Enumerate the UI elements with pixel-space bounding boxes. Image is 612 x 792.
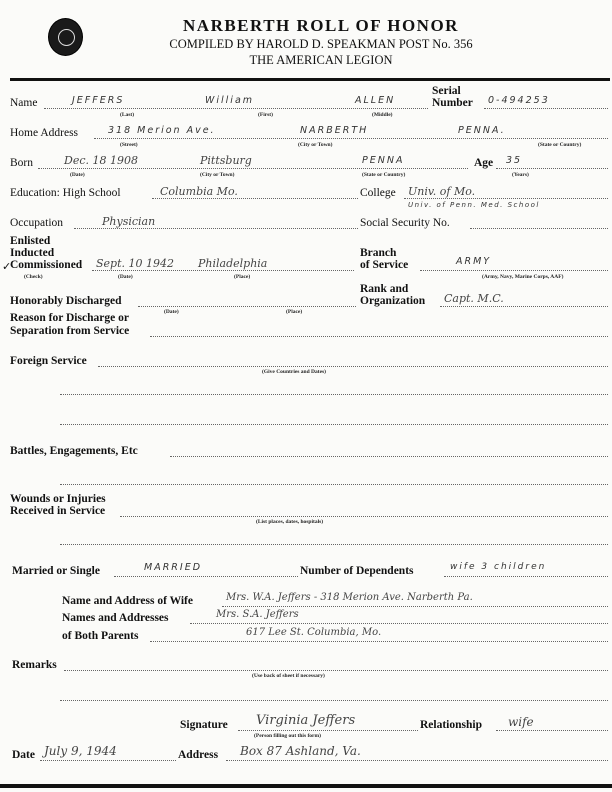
discharge-label: Honorably Discharged xyxy=(10,295,122,307)
birth-date-field[interactable]: Dec. 18 1908 xyxy=(64,154,138,167)
serial-line xyxy=(484,108,608,109)
discharge-place-caption: (Place) xyxy=(286,309,303,315)
last-name-field[interactable]: JEFFERS xyxy=(72,95,125,106)
parents-field-2[interactable]: 617 Lee St. Columbia, Mo. xyxy=(246,627,382,638)
battles-field[interactable] xyxy=(170,456,608,457)
occupation-field[interactable]: Physician xyxy=(102,215,156,228)
first-name-field[interactable]: William xyxy=(205,95,255,106)
reason-label: Reason for Discharge or xyxy=(10,312,129,324)
commissioned-option[interactable]: Commissioned xyxy=(10,259,83,271)
last-caption: (Last) xyxy=(120,112,135,118)
form-subtitle: COMPILED BY HAROLD D. SPEAKMAN POST No. 356 xyxy=(169,37,473,51)
signature-caption: (Person filling out this form) xyxy=(254,733,321,739)
header-divider xyxy=(10,78,610,81)
street-caption: (Street) xyxy=(120,142,138,148)
enlistment-place-field[interactable]: Philadelphia xyxy=(198,257,268,270)
wounds-label: Wounds or Injuries xyxy=(10,493,106,505)
address-label: Address xyxy=(178,749,219,761)
birth-date-caption: (Date) xyxy=(70,172,85,178)
date-field[interactable]: July 9, 1944 xyxy=(44,744,117,758)
wounds-field[interactable] xyxy=(120,516,608,517)
wife-field[interactable]: Mrs. W.A. Jeffers - 318 Merion Ave. Narberth Pa. xyxy=(226,592,473,603)
relationship-line xyxy=(496,730,608,731)
dependents-label: Number of Dependents xyxy=(300,565,414,577)
check-mark-icon: ✓ xyxy=(2,261,12,273)
discharge-field[interactable] xyxy=(138,306,356,307)
signature-label: Signature xyxy=(180,719,228,731)
ssn-label: Social Security No. xyxy=(360,217,450,229)
age-line xyxy=(496,168,608,169)
dependents-line xyxy=(444,576,608,577)
parents-field-1[interactable]: Mrs. S.A. Jeffers xyxy=(216,609,299,620)
occupation-label: Occupation xyxy=(10,217,64,229)
serial-number-field[interactable]: 0-494253 xyxy=(488,95,550,106)
enlistment-line xyxy=(92,270,354,271)
branch-of-service-label: of Service xyxy=(360,259,409,271)
relationship-label: Relationship xyxy=(420,719,482,731)
age-label: Age xyxy=(474,157,494,169)
parents-line-2 xyxy=(150,641,608,642)
birth-state-caption: (State or Country) xyxy=(362,172,406,178)
middle-name-field[interactable]: ALLEN xyxy=(355,95,396,106)
enlistment-date-caption: (Date) xyxy=(118,274,133,280)
college-extra-field[interactable]: Univ. of Penn. Med. School xyxy=(408,201,540,209)
foreign-service-caption: (Give Countries and Dates) xyxy=(262,369,327,375)
parents-line-1 xyxy=(190,623,608,624)
form-title: NARBERTH ROLL OF HONOR xyxy=(183,16,459,35)
dependents-field[interactable]: wife 3 children xyxy=(450,562,547,572)
rank-label: Rank and xyxy=(360,283,409,295)
college-line xyxy=(404,198,608,199)
born-line xyxy=(38,168,468,169)
branch-field[interactable]: ARMY xyxy=(456,256,492,267)
form-organization: THE AMERICAN LEGION xyxy=(249,53,393,67)
enlistment-place-caption: (Place) xyxy=(234,274,251,280)
home-address-label: Home Address xyxy=(10,127,79,139)
footer-divider xyxy=(0,784,612,788)
city-caption: (City or Town) xyxy=(298,142,333,148)
state-caption: (State or Country) xyxy=(538,142,582,148)
birth-city-caption: (City or Town) xyxy=(200,172,235,178)
branch-caption: (Army, Navy, Marine Corps, AAF) xyxy=(482,274,564,280)
remarks-caption: (Use back of sheet if necessary) xyxy=(252,673,325,679)
foreign-service-label: Foreign Service xyxy=(10,355,87,367)
reason-field[interactable] xyxy=(150,336,608,337)
rank-field[interactable]: Capt. M.C. xyxy=(444,292,504,305)
organization-label: Organization xyxy=(360,295,426,307)
marital-line xyxy=(114,576,298,577)
signature-line xyxy=(238,730,418,731)
serial-number-label: Number xyxy=(432,97,473,109)
home-city-field[interactable]: NARBERTH xyxy=(300,125,369,136)
college-label: College xyxy=(360,187,396,199)
remarks-label: Remarks xyxy=(12,659,57,671)
discharge-date-caption: (Date) xyxy=(164,309,179,315)
first-caption: (First) xyxy=(258,112,273,118)
wounds-caption: (List places, dates, hospitals) xyxy=(256,519,324,525)
battles-line-2[interactable] xyxy=(60,484,608,485)
birth-state-field[interactable]: PENNA xyxy=(362,155,405,166)
date-line xyxy=(40,760,176,761)
college-field[interactable]: Univ. of Mo. xyxy=(408,185,476,198)
age-caption: (Years) xyxy=(512,172,529,178)
address-field[interactable]: Box 87 Ashland, Va. xyxy=(240,744,361,758)
remarks-line-2[interactable] xyxy=(60,700,608,701)
address-line xyxy=(226,760,608,761)
foreign-service-field[interactable] xyxy=(98,366,608,367)
parents-label: Names and Addresses xyxy=(62,612,169,624)
name-label: Name xyxy=(10,97,38,109)
home-street-field[interactable]: 318 Merion Ave. xyxy=(108,125,216,136)
foreign-service-line-3[interactable] xyxy=(60,424,608,425)
check-caption: (Check) xyxy=(24,274,43,280)
wife-label: Name and Address of Wife xyxy=(62,595,193,607)
education-label: Education: High School xyxy=(10,187,121,199)
both-parents-label: of Both Parents xyxy=(62,630,139,642)
inducted-option[interactable]: Inducted xyxy=(10,247,55,259)
remarks-field[interactable] xyxy=(64,670,608,671)
rank-line xyxy=(440,306,608,307)
marital-status-field[interactable]: MARRIED xyxy=(144,562,203,573)
name-line xyxy=(44,108,428,109)
battles-label: Battles, Engagements, Etc xyxy=(10,445,138,457)
date-label: Date xyxy=(12,749,35,761)
age-field[interactable]: 35 xyxy=(506,155,523,166)
home-state-field[interactable]: PENNA. xyxy=(458,125,506,136)
separation-label: Separation from Service xyxy=(10,325,130,337)
enlisted-option[interactable]: Enlisted xyxy=(10,235,51,247)
branch-line xyxy=(420,270,608,271)
relationship-field[interactable]: wife xyxy=(508,715,534,729)
serial-label: Serial xyxy=(432,85,461,97)
wounds-line-2[interactable] xyxy=(60,544,608,545)
wife-line xyxy=(222,606,608,607)
high-school-field[interactable]: Columbia Mo. xyxy=(160,185,238,198)
received-in-service-label: Received in Service xyxy=(10,505,106,517)
branch-label: Branch xyxy=(360,247,397,259)
high-school-line xyxy=(152,198,358,199)
marital-status-label: Married or Single xyxy=(12,565,100,577)
signature-field[interactable]: Virginia Jeffers xyxy=(256,713,356,728)
birth-city-field[interactable]: Pittsburg xyxy=(200,154,252,167)
home-address-line xyxy=(94,138,608,139)
middle-caption: (Middle) xyxy=(372,112,393,118)
foreign-service-line-2[interactable] xyxy=(60,394,608,395)
born-label: Born xyxy=(10,157,33,169)
occupation-line xyxy=(74,228,358,229)
enlistment-date-field[interactable]: Sept. 10 1942 xyxy=(96,257,174,270)
ssn-field[interactable] xyxy=(470,228,608,229)
